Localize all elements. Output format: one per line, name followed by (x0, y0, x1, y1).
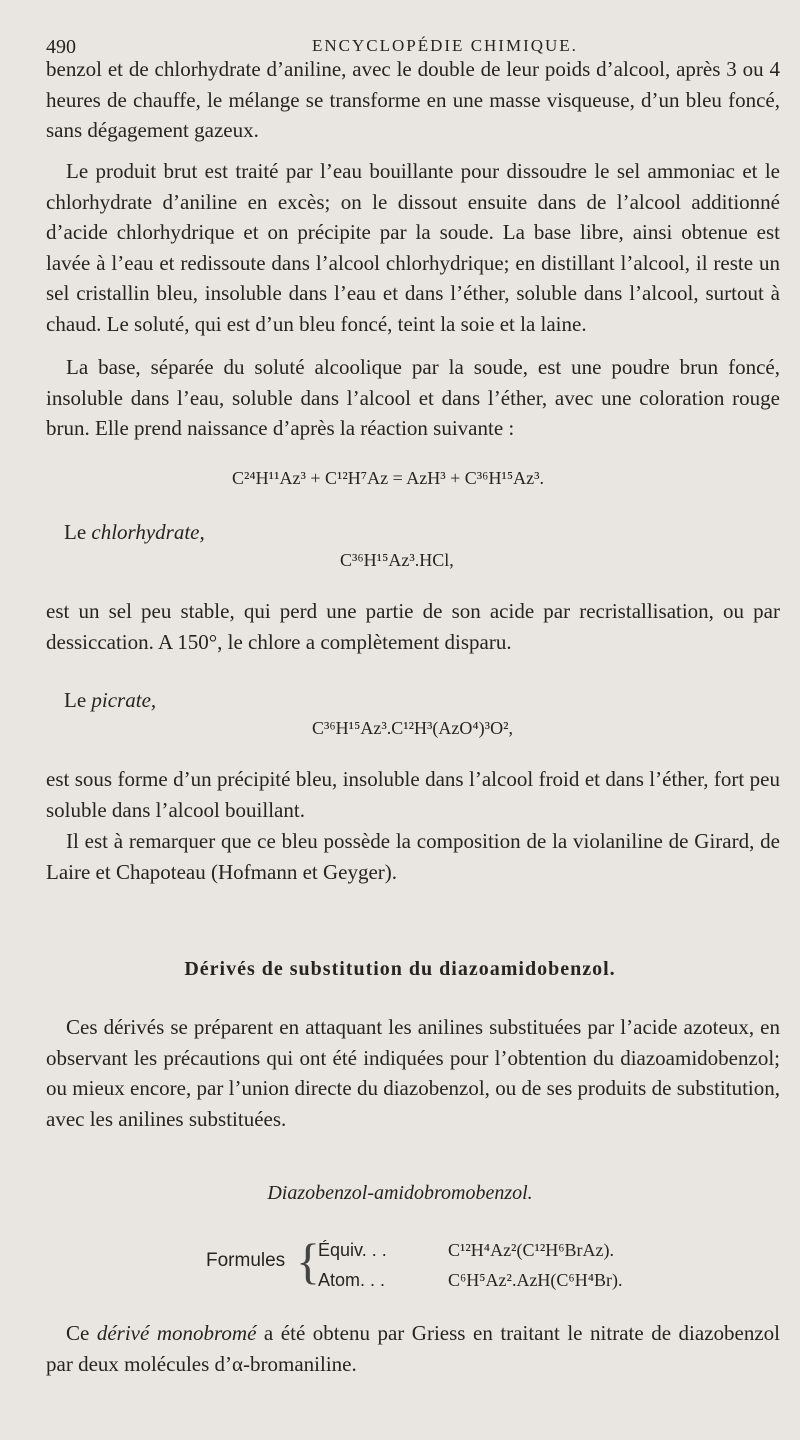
section-title: Dérivés de substitution du diazoamidobenzol. (184, 958, 616, 980)
paragraph-8 (46, 1318, 780, 1379)
subsection-title: Diazobenzol-amidobromobenzol. (267, 1182, 533, 1204)
paragraph-3: La base, séparée du soluté alcoolique par la soude, est une poudre brun foncé, insoluble dans l’eau, soluble dans l’alcool et dans l’éther, avec une coloration rouge brun. Elle prend naissance d’après la réaction suivante : (46, 355, 780, 440)
formula-atom (318, 1270, 622, 1291)
p8-italic: dérivé monobromé (96, 1321, 257, 1345)
equiv-formula: C¹²H⁴Az²(C¹²H⁶BrAz). (448, 1240, 615, 1260)
paragraph-4: est un sel peu stable, qui perd une partie de son acide par recristallisation, ou par dessiccation. A 150°, le chlore a complètement disparu. (46, 599, 780, 654)
label-prefix: Le (64, 688, 92, 712)
p8-prefix: Ce (66, 1321, 97, 1345)
atom-formula: C⁶H⁵Az².AzH(C⁶H⁴Br). (448, 1270, 623, 1290)
chlorhydrate-label (64, 520, 205, 545)
paragraph-1: benzol et de chlorhydrate d’aniline, avec le double de leur poids d’alcool, après 3 ou 4 heures de chauffe, le mélange se transforme en une masse visqueuse, d’un bleu foncé, sans dégagement gazeux. (46, 57, 780, 142)
label-prefix: Le (64, 520, 92, 544)
atom-label: Atom. . . (318, 1270, 386, 1290)
label-italic: chlorhydrate, (91, 520, 205, 544)
paragraph-7: Ces dérivés se préparent en attaquant les anilines substituées par l’acide azoteux, en observant les précautions qui ont été indiquées pour l’obtention du diazoamidobenzol; ou mieux encore, par l’union directe du diazobenzol, ou de ses produits de substitution, avec les anilines substituées. (46, 1015, 780, 1131)
paragraph-5: est sous forme d’un précipité bleu, insoluble dans l’alcool froid et dans l’éther, fort peu soluble dans l’alcool bouillant. (46, 767, 780, 822)
brace-icon: { (296, 1233, 320, 1289)
paragraph-2: Le produit brut est traité par l’eau bouillante pour dissoudre le sel ammoniac et le chlorhydrate d’aniline en excès; on le dissout ensuite dans de l’alcool additionné d’acide chlorhydrique et on précipite par la soude. La base libre, ainsi obtenue est lavée à l’eau et redissoute dans l’alcool chlorhydrique; en distillant l’alcool, il reste un sel cristallin bleu, insoluble dans l’eau et dans l’éther, soluble dans l’alcool, surtout à chaud. Le soluté, qui est d’un bleu foncé, teint la soie et la laine. (46, 159, 780, 336)
formules-label: Formules (206, 1250, 286, 1271)
p8-suffix: a été obtenu par Griess en traitant le nitrate de diazobenzol par deux molécules d’α-bromaniline. (46, 1321, 780, 1376)
reaction-equation: C²⁴H¹¹Az³ + C¹²H⁷Az = AzH³ + C³⁶H¹⁵Az³. (232, 468, 544, 488)
running-title: ENCYCLOPÉDIE CHIMIQUE. (312, 36, 578, 55)
picrate-label (64, 688, 156, 713)
chlorhydrate-formula: C³⁶H¹⁵Az³.HCl, (340, 550, 454, 570)
picrate-formula: C³⁶H¹⁵Az³.C¹²H³(AzO⁴)³O², (312, 718, 513, 738)
page-number: 490 (46, 36, 76, 58)
label-italic: picrate, (91, 688, 157, 712)
paragraph-6: Il est à remarquer que ce bleu possède la composition de la violaniline de Girard, de Laire et Chapoteau (Hofmann et Geyger). (46, 829, 780, 884)
equiv-label: Équiv. . . (318, 1240, 387, 1260)
formula-equiv (318, 1240, 614, 1261)
